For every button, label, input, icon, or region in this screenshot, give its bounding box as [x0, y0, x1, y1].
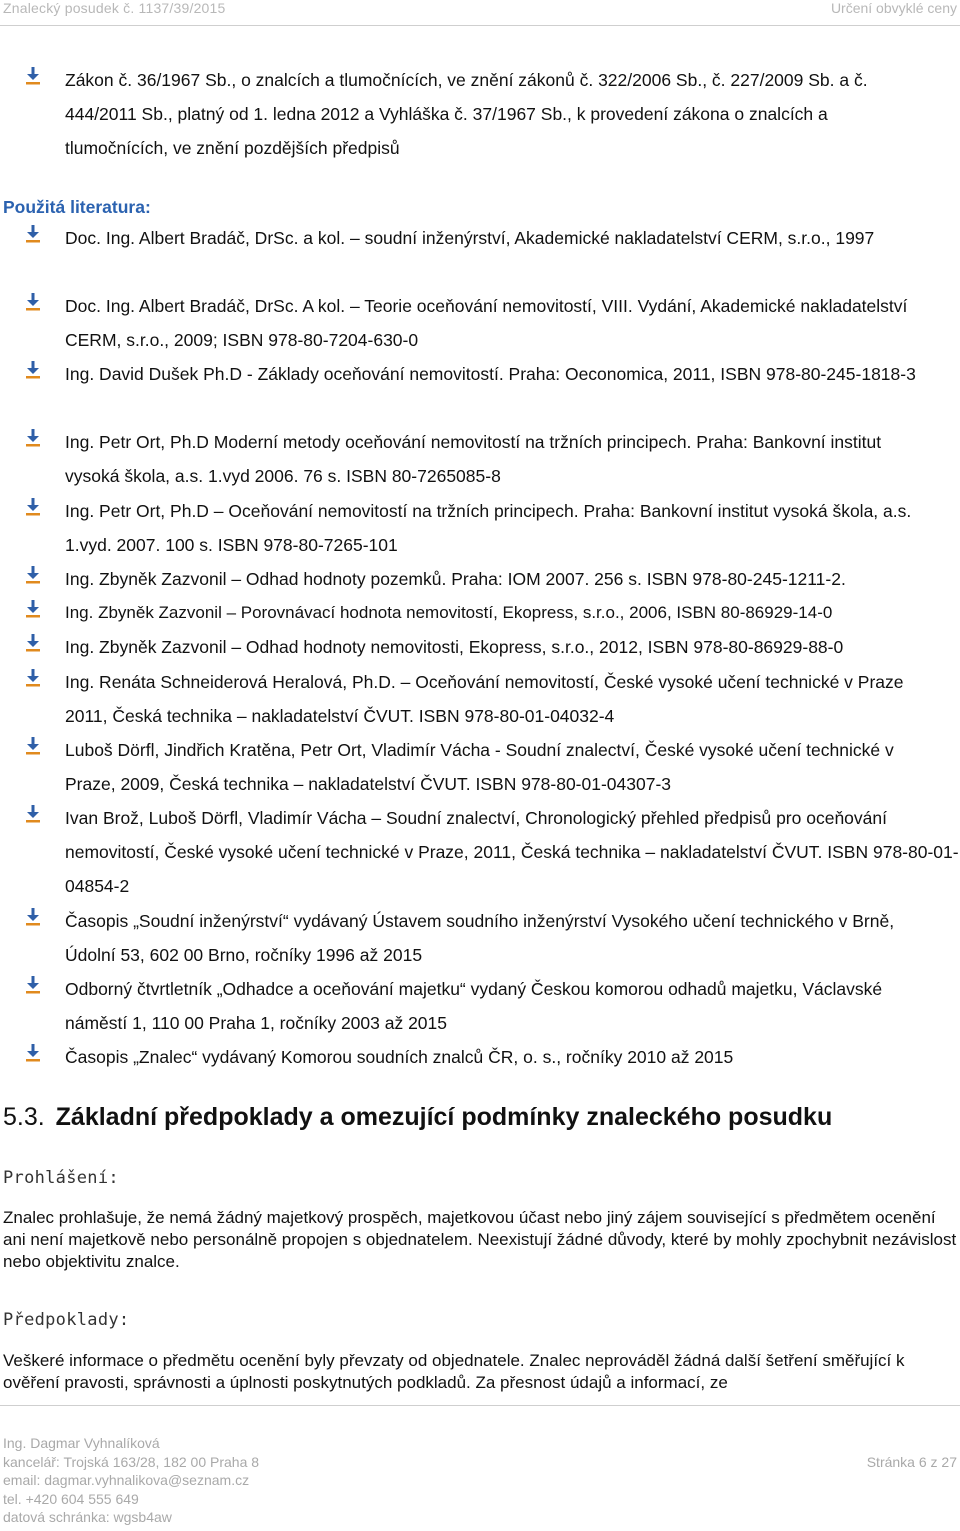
list-item [25, 357, 925, 391]
arrow-down-bullet-icon [25, 908, 41, 928]
arrow-down-bullet-icon [25, 634, 41, 654]
list-item [25, 733, 925, 801]
page-header [0, 0, 960, 22]
footer-databox: datová schránka: wgsb4aw [3, 1509, 172, 1525]
literature-item-text: Ing. Petr Ort, Ph.D Moderní metody oceňování nemovitostí na tržních principech. Praha: Bankovní institut vysoká škola, a.s. 1.vyd 2006. 76 s. ISBN 80-7265085-8 [65, 432, 882, 486]
list-item [25, 630, 925, 664]
literature-item-text: Ing. Zbyněk Zazvonil – Porovnávací hodnota nemovitostí, Ekopress, s.r.o., 2006, ISBN 80-86929-14-0 [65, 603, 833, 622]
list-item [25, 972, 925, 1040]
arrow-down-bullet-icon [25, 737, 41, 757]
literature-item-text: Ing. Petr Ort, Ph.D – Oceňování nemovitostí na tržních principech. Praha: Bankovní institut vysoká škola, a.s. 1.vyd. 2007. 100 s. ISBN 978-80-7265-101 [65, 501, 912, 555]
footer-name: Ing. Dagmar Vyhnalíková [3, 1435, 160, 1451]
literature-item-text: Ing. Zbyněk Zazvonil – Odhad hodnoty nemovitosti, Ekopress, s.r.o., 2012, ISBN 978-80-86929-88-0 [65, 637, 844, 657]
section-title [3, 1103, 832, 1132]
arrow-down-bullet-icon [25, 429, 41, 449]
footer-office: kancelář: Trojská 163/28, 182 00 Praha 8 [3, 1454, 260, 1470]
arrow-down-bullet-icon [25, 67, 41, 87]
list-item [25, 665, 925, 733]
list-item [25, 63, 925, 165]
arrow-down-bullet-icon [25, 805, 41, 825]
footer-email: email: dagmar.vyhnalikova@seznam.cz [3, 1472, 250, 1488]
list-item [25, 221, 925, 255]
literature-item-text: Odborný čtvrtletník „Odhadce a oceňování majetku“ vydaný Českou komorou odhadů majetku, Václavské náměstí 1, 110 00 Praha 1, ročníky 2003 až 2015 [65, 979, 883, 1033]
declaration-heading: Prohlášení: [3, 1168, 119, 1188]
page-footer [0, 1405, 960, 1531]
section-number: 5.3. [3, 1103, 45, 1131]
literature-item-text: Luboš Dörfl, Jindřich Kratěna, Petr Ort, Vladimír Vácha - Soudní znalectví, České vysoké učení technické v Praze, 2009, Česká technika – nakladatelství ČVUT. ISBN 978-80-01-04307-3 [65, 740, 894, 794]
literature-item-text: Ing. Zbyněk Zazvonil – Odhad hodnoty pozemků. Praha: IOM 2007. 256 s. ISBN 978-80-245-1211-2. [65, 569, 846, 589]
declaration-paragraph: Znalec prohlašuje, že nemá žádný majetkový prospěch, majetkovou účast nebo jiný zájem související s předmětem ocenění ani není majetkově nebo personálně propojen s objednatelem. Neexistují žádné důvody, které by mohly zpochybnit nezávislost nebo objektivitu znalce. [3, 1208, 957, 1271]
list-item [25, 494, 925, 562]
footer-page-number: Stránka 6 z 27 [866, 1454, 957, 1470]
footer-phone: tel. +420 604 555 649 [3, 1491, 139, 1507]
list-item [25, 596, 960, 630]
literature-item-text: Ivan Brož, Luboš Dörfl, Vladimír Vácha – Soudní znalectví, Chronologický přehled předpisů pro oceňování nemovitostí, České vysoké učení technické v Praze, 2011, Česká technika – nakladatelství ČVUT. ISBN 978-80-01-04854-2 [65, 808, 959, 896]
list-item [25, 562, 925, 596]
list-item [25, 1040, 925, 1074]
arrow-down-bullet-icon [25, 600, 41, 620]
list-item [25, 801, 960, 903]
arrow-down-bullet-icon [25, 293, 41, 313]
list-item [25, 425, 925, 493]
assumptions-heading: Předpoklady: [3, 1310, 130, 1330]
header-divider [0, 25, 960, 26]
arrow-down-bullet-icon [25, 669, 41, 689]
literature-item-text: Ing. David Dušek Ph.D - Základy oceňování nemovitostí. Praha: Oeconomica, 2011, ISBN 978-80-245-1818-3 [65, 364, 916, 384]
literature-item-text: Doc. Ing. Albert Bradáč, DrSc. A kol. – Teorie oceňování nemovitostí, VIII. Vydání, Akademické nakladatelství CERM, s.r.o., 2009; ISBN 978-80-7204-630-0 [65, 296, 908, 350]
literature-item-text: Časopis „Soudní inženýrství“ vydávaný Ústavem soudního inženýrství Vysokého učení technického v Brně, Údolní 53, 602 00 Brno, ročníky 1996 až 2015 [65, 911, 895, 965]
footer-divider [0, 1405, 960, 1406]
list-item [25, 289, 925, 357]
literature-item-text: Doc. Ing. Albert Bradáč, DrSc. a kol. – soudní inženýrství, Akademické nakladatelství CERM, s.r.o., 1997 [65, 228, 875, 248]
assumptions-paragraph: Veškeré informace o předmětu ocenění byly převzaty od objednatele. Znalec neprováděl žádná další šetření směřující k ověření pravosti, správnosti a úplnosti poskytnutých podkladů. Za přesnost údajů a informací, ze [3, 1351, 905, 1392]
arrow-down-bullet-icon [25, 361, 41, 381]
law-item-text: Zákon č. 36/1967 Sb., o znalcích a tlumočnících, ve znění zákonů č. 322/2006 Sb., č. 227/2009 Sb. a č. 444/2011 Sb., platný od 1. ledna 2012 a Vyhláška č. 37/1967 Sb., k provedení zákona o znalcích a tlumočnících, ve znění pozdějších předpisů [65, 70, 868, 158]
literature-item-text: Časopis „Znalec“ vydávaný Komorou soudních znalců ČR, o. s., ročníky 2010 až 2015 [65, 1047, 734, 1067]
arrow-down-bullet-icon [25, 976, 41, 996]
section-title-text: Základní předpoklady a omezující podmínky znaleckého posudku [55, 1103, 833, 1131]
arrow-down-bullet-icon [25, 225, 41, 245]
header-document-title: Znalecký posudek č. 1137/39/2015 [3, 0, 226, 16]
arrow-down-bullet-icon [25, 566, 41, 586]
literature-heading: Použitá literatura: [3, 197, 151, 217]
header-section-title: Určení obvyklé ceny [830, 0, 957, 16]
arrow-down-bullet-icon [25, 1044, 41, 1064]
list-item [25, 904, 925, 972]
literature-item-text: Ing. Renáta Schneiderová Heralová, Ph.D. – Oceňování nemovitostí, České vysoké učení technické v Praze 2011, Česká technika – nakladatelství ČVUT. ISBN 978-80-01-04032-4 [65, 672, 904, 726]
arrow-down-bullet-icon [25, 498, 41, 518]
